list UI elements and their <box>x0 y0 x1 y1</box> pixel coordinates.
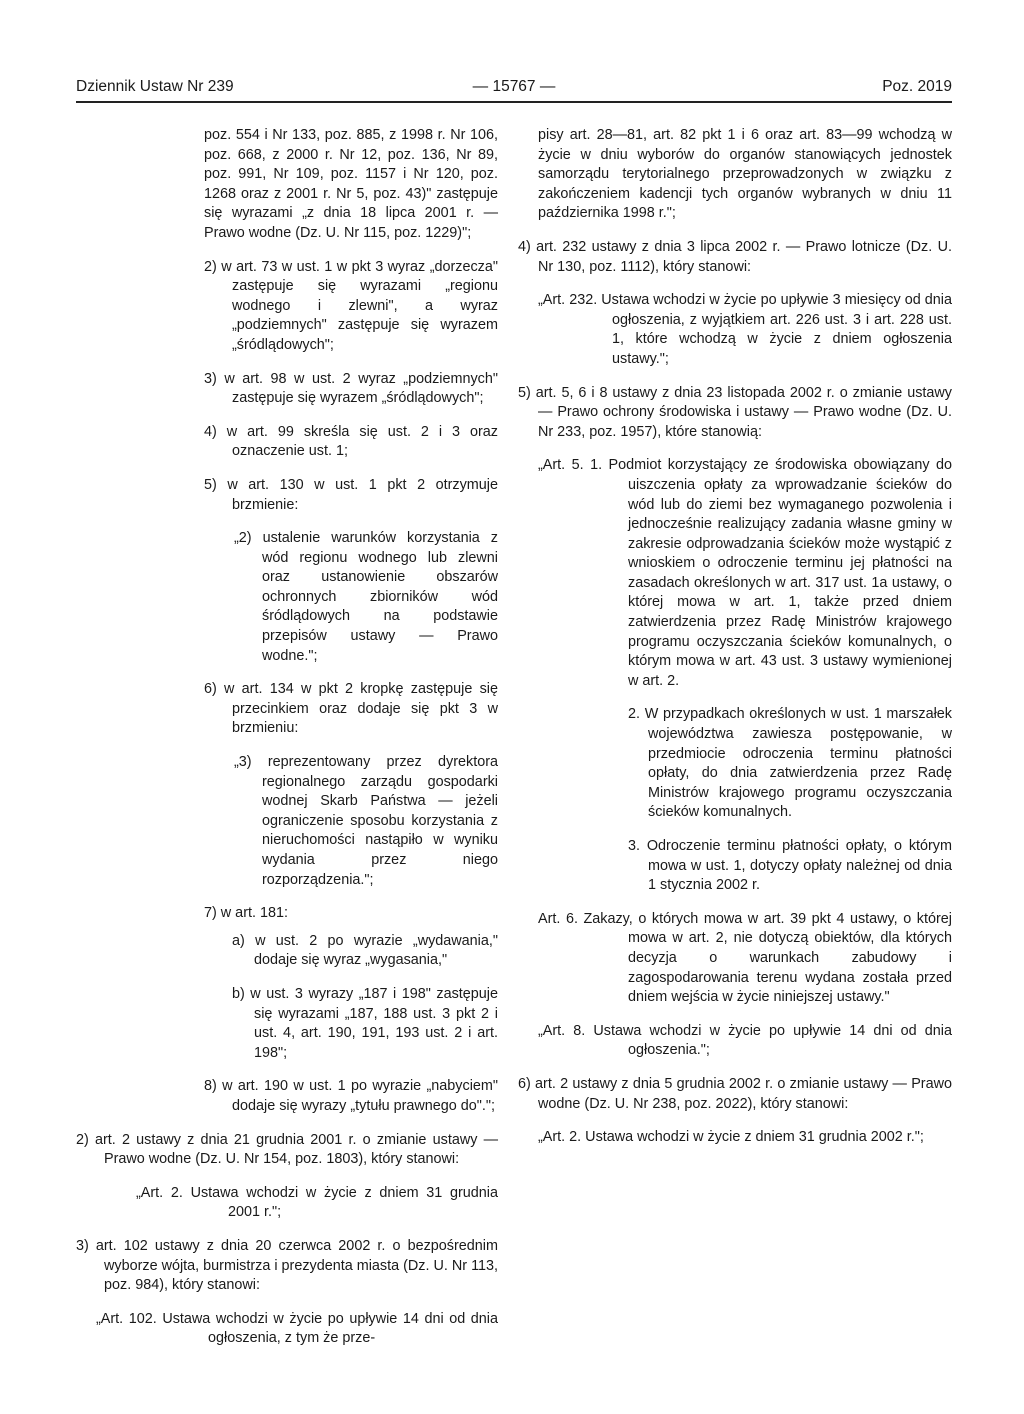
quoted-article: „Art. 5. 1. Podmiot korzystający ze środowiska obowiązany do uiszczenia opłaty za wprowadzanie ścieków do wód lub do ziemi bez wymaganego pozwolenia i jednocześnie realizujący zadania własne gminy w zakresie odprowadzania ścieków może wystąpić z wnioskiem o odroczenie terminu jej płatności na zasadach określonych w art. 317 ust. 1a ustawy, o której mowa w art. 1, także przed dniem zatwierdzenia przez Radę Ministrów krajowego programu oczyszczania ścieków komunalnych, o którym mowa w art. 43 ust. 3 ustawy wymienionej w art. 2. <box>538 457 952 689</box>
left-column <box>76 126 498 1363</box>
article-section: 3. Odroczenie terminu płatności opłaty, o którym mowa w ust. 1, dotyczy opłaty należnej od dnia 1 stycznia 2002 r. <box>628 838 952 894</box>
quoted-article: „Art. 2. Ustawa wchodzi w życie z dniem 31 grudnia 2001 r."; <box>136 1184 498 1221</box>
sub-item: a) w ust. 2 po wyrazie „wydawania," dodaje się wyraz „wygasania," <box>232 932 498 969</box>
list-item: 6) w art. 134 w pkt 2 kropkę zastępuje się przecinkiem oraz dodaje się pkt 3 w brzmieniu: <box>204 681 498 737</box>
list-item: 7) w art. 181: <box>204 905 288 922</box>
list-item: 5) w art. 130 w ust. 1 pkt 2 otrzymuje brzmienie: <box>204 476 498 513</box>
list-item: 8) w art. 190 w ust. 1 po wyrazie „nabyciem" dodaje się wyrazy „tytułu prawnego do"."; <box>204 1078 498 1114</box>
quoted-article: „Art. 102. Ustawa wchodzi w życie po upływie 14 dni od dnia ogłoszenia, z tym że prze- <box>96 1310 498 1347</box>
list-item: 2) w art. 73 w ust. 1 w pkt 3 wyraz „dorzecza" zastępuje się wyrazami „regionu wodnego i zlewni", a wyraz „podziemnych" zastępuje się wyrazem „śródlądowych"; <box>204 258 498 353</box>
page-header <box>76 76 952 100</box>
header-rule <box>76 101 952 103</box>
sub-item: b) w ust. 3 wyrazy „187 i 198" zastępuje się wyrazami „187, 188 ust. 3 pkt 2 i ust. 4, art. 190, 191, 193 ust. 2 i art. 198"; <box>232 985 498 1061</box>
list-item: 3) w art. 98 w ust. 2 wyraz „podziemnych" zastępuje się wyrazem „śródlądowych"; <box>204 370 498 407</box>
list-item: 3) art. 102 ustawy z dnia 20 czerwca 2002 r. o bezpośrednim wyborze wójta, burmistrza i prezydenta miasta (Dz. U. Nr 113, poz. 984), który stanowi: <box>76 1237 499 1294</box>
paragraph: poz. 554 i Nr 133, poz. 885, z 1998 r. Nr 106, poz. 668, z 2000 r. Nr 12, poz. 136, Nr 89, poz. 991, Nr 109, poz. 1157 i Nr 120, poz. 1268 oraz z 2001 r. Nr 5, poz. 43)" zastępuje się wyrazami „z dnia 18 lipca 2001 r. — Prawo wodne (Dz. U. Nr 115, poz. 1229)"; <box>204 127 498 241</box>
quoted-article: „Art. 8. Ustawa wchodzi w życie po upływie 14 dni od dnia ogłoszenia."; <box>538 1022 952 1059</box>
list-item: 4) art. 232 ustawy z dnia 3 lipca 2002 r. — Prawo lotnicze (Dz. U. Nr 130, poz. 1112), który stanowi: <box>518 238 952 275</box>
page-number: — 15767 — <box>472 78 556 95</box>
quoted-article: Art. 6. Zakazy, o których mowa w art. 39 pkt 4 ustawy, o której mowa w art. 2, nie dotyczą obiektów, dla których decyzja o warunkach zabudowy i zagospodarowania terenu wydana została przed dniem wejścia w życie niniejszej ustawy." <box>538 910 952 1006</box>
quoted-article: „Art. 2. Ustawa wchodzi w życie z dniem 31 grudnia 2002 r."; <box>538 1129 924 1146</box>
article-section: 2. W przypadkach określonych w ust. 1 marszałek województwa zawiesza postępowanie, w przedmiocie odroczenia terminu płatności opłaty, do dnia zatwierdzenia przez Radę Ministrów krajowego programu oczyszczania ścieków komunalnych. <box>628 706 952 821</box>
quoted-article: „Art. 232. Ustawa wchodzi w życie po upływie 3 miesięcy od dnia ogłoszenia, z wyjątkiem art. 226 ust. 3 i art. 228 ust. 1, które wchodzą w życie z dniem ogłoszenia ustawy."; <box>538 292 952 367</box>
quoted-amendment: „3) reprezentowany przez dyrektora regionalnego zarządu gospodarki wodnej Skarb Państwa — jeżeli ograniczenie sposobu korzystania z nieruchomości nastąpiło w wyniku wydania przez niego rozporządzenia."; <box>234 754 498 888</box>
list-item: 5) art. 5, 6 i 8 ustawy z dnia 23 listopada 2002 r. o zmianie ustawy — Prawo ochrony środowiska i ustawy — Prawo wodne (Dz. U. Nr 233, poz. 1957), które stanowią: <box>518 384 952 440</box>
list-item: 2) art. 2 ustawy z dnia 21 grudnia 2001 r. o zmianie ustawy — Prawo wodne (Dz. U. Nr 154, poz. 1803), który stanowi: <box>76 1131 498 1168</box>
position-number: Poz. 2019 <box>882 78 952 95</box>
journal-title: Dziennik Ustaw Nr 239 <box>76 78 234 95</box>
list-item: 6) art. 2 ustawy z dnia 5 grudnia 2002 r. o zmianie ustawy — Prawo wodne (Dz. U. Nr 238, poz. 2022), który stanowi: <box>518 1075 952 1112</box>
paragraph: pisy art. 28—81, art. 82 pkt 1 i 6 oraz art. 83—99 wchodzą w życie w dniu wyborów do organów stanowiących jednostek samorządu terytorialnego przeprowadzonych w związku z zakończeniem kadencji tych organów wybranych w dniu 11 października 1998 r."; <box>538 127 952 222</box>
quoted-amendment: „2) ustalenie warunków korzystania z wód regionu wodnego lub zlewni oraz ustanowienie obszarów ochronnych zbiorników wód śródlądowych na podstawie przepisów ustawy — Prawo wodne."; <box>234 530 498 664</box>
list-item: 4) w art. 99 skreśla się ust. 2 i 3 oraz oznaczenie ust. 1; <box>204 423 498 460</box>
right-column <box>518 126 952 1162</box>
